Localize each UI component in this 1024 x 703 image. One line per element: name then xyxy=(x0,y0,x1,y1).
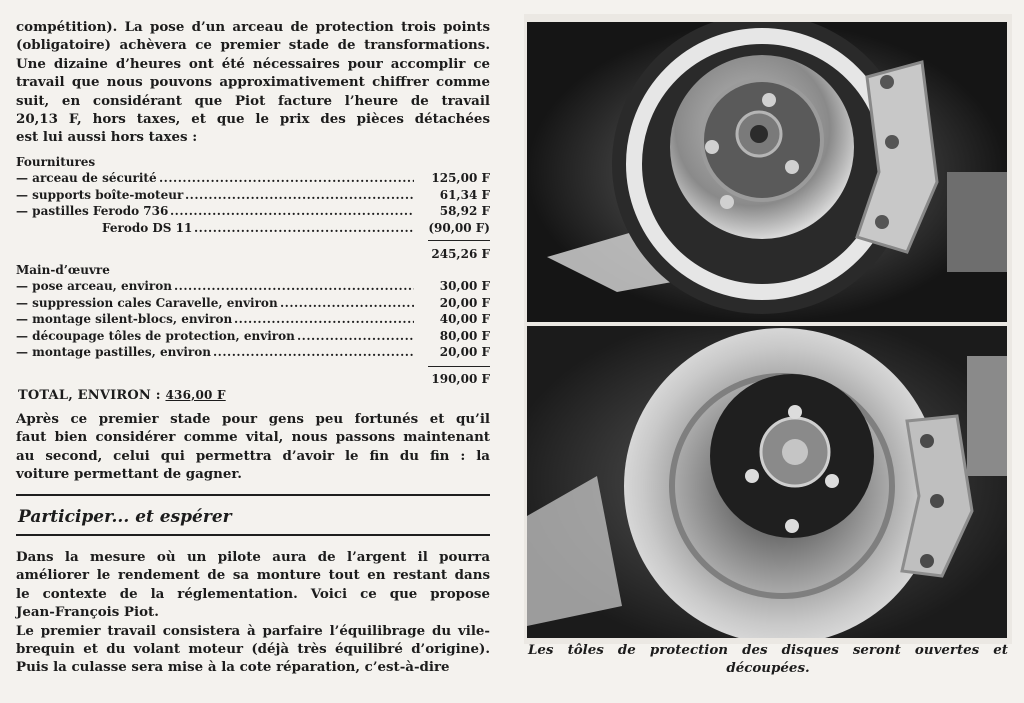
after-total-text-line: voiture permettant de gagner. xyxy=(16,466,242,483)
cost-row xyxy=(16,170,490,187)
section-title: Participer... et espérer xyxy=(18,507,232,527)
section-body-text-line: Dans la mesure où un pilote aura de l’argent il pourra xyxy=(16,549,490,565)
cost-row xyxy=(16,220,490,237)
main-oeuvre-sum-rule xyxy=(428,366,490,367)
cost-row xyxy=(16,203,490,220)
intro-text-line: est lui aussi hors taxes : xyxy=(16,129,198,146)
fournitures-list xyxy=(16,154,490,236)
leader-dots xyxy=(297,328,414,345)
section-body-text-line: Puis la culasse sera mise à la cote réparation, c’est-à-dire xyxy=(16,659,450,676)
cost-row-label: — arceau de sécurité xyxy=(16,171,157,185)
total-label: TOTAL, ENVIRON : xyxy=(18,388,161,403)
leader-dots xyxy=(170,203,414,220)
cost-row-label: — montage pastilles, environ xyxy=(16,345,211,359)
brake-disc-photo-top xyxy=(527,22,1007,322)
intro-text-line: travail que nous pouvons approximativement chiffrer comme xyxy=(16,74,490,91)
cost-row-label: — découpage tôles de protection, environ xyxy=(16,328,295,343)
leader-dots xyxy=(174,278,414,295)
photo-frame xyxy=(524,14,1012,644)
total-value: 436,00 F xyxy=(165,388,226,402)
cost-row xyxy=(16,187,490,204)
leader-dots xyxy=(213,344,414,361)
after-total-text-line: Après ce premier stade pour gens peu fortunés et qu’il xyxy=(16,411,490,427)
cost-row-amount: (90,00 F) xyxy=(428,220,490,235)
leader-dots xyxy=(234,311,414,328)
cost-row-amount: 61,34 F xyxy=(439,187,490,202)
section-body-text-line: Le premier travail consistera à parfaire l’équilibrage du vile- xyxy=(16,622,490,639)
fournitures-subtotal: 245,26 F xyxy=(431,247,490,261)
intro-text xyxy=(16,18,490,147)
leader-dots xyxy=(280,295,414,312)
cost-row-label: — supports boîte-moteur xyxy=(16,187,184,202)
fournitures-sum-rule xyxy=(428,240,490,241)
section-body-text-line: améliorer le rendement de sa monture tout en restant dans xyxy=(16,567,490,584)
intro-text-line: suit, en considérant que Piot facture l’heure de travail xyxy=(16,92,490,109)
cost-row-label: — suppression cales Caravelle, environ xyxy=(16,295,278,310)
cost-row-label: — montage silent-blocs, environ xyxy=(16,312,233,326)
section-rule-bottom xyxy=(16,534,490,536)
after-total-text-line: au second, celui qui permettra d’avoir le fin du fin : la xyxy=(16,447,490,464)
main-oeuvre-heading: Main-d’œuvre xyxy=(16,263,110,277)
intro-text-line: Une dizaine d’heures ont été nécessaires pour accomplir ce xyxy=(16,55,490,72)
cost-row-label: Ferodo DS 11 xyxy=(102,220,193,235)
cost-row xyxy=(16,344,490,361)
section-body-text-line: Jean-François Piot. xyxy=(16,604,159,621)
cost-row-amount: 125,00 F xyxy=(431,171,490,185)
intro-text-line: compétition). La pose d’un arceau de protection trois points xyxy=(16,19,490,35)
leader-dots xyxy=(194,220,414,237)
after-total-text xyxy=(16,410,490,484)
intro-paragraph xyxy=(16,18,490,147)
section-body-paragraph xyxy=(16,548,490,677)
cost-row-label: — pose arceau, environ xyxy=(16,279,172,293)
cost-row xyxy=(16,328,490,345)
leader-dots xyxy=(185,187,414,204)
cost-row-amount: 80,00 F xyxy=(439,328,490,343)
cost-row-amount: 20,00 F xyxy=(439,345,490,359)
total-line xyxy=(18,388,226,403)
after-total-text-line: faut bien considérer comme vital, nous passons maintenant xyxy=(16,429,490,446)
photo-caption xyxy=(528,641,1008,678)
caption-line-1: Les tôles de protection des disques seront ouvertes et xyxy=(528,642,1008,658)
cost-row-amount: 20,00 F xyxy=(439,295,490,310)
caption-line-2: découpées. xyxy=(726,660,810,677)
cost-row-amount: 58,92 F xyxy=(439,204,490,218)
intro-text-line: (obligatoire) achèvera ce premier stade de transformations. xyxy=(16,37,490,54)
intro-text-line: 20,13 F, hors taxes, et que le prix des pièces détachées xyxy=(16,111,490,128)
section-body-text-line: brequin et du volant moteur (déjà très équilibré d’origine). xyxy=(16,641,490,658)
leader-dots xyxy=(159,170,414,187)
brake-disc-photo-bottom xyxy=(527,326,1007,638)
main-oeuvre-subtotal: 190,00 F xyxy=(431,372,490,386)
section-body-text xyxy=(16,548,490,677)
cost-row xyxy=(16,311,490,328)
section-body-text-line: le contexte de la réglementation. Voici ce que propose xyxy=(16,585,490,602)
cost-row-label: — pastilles Ferodo 736 xyxy=(16,204,169,218)
after-total-paragraph xyxy=(16,410,490,484)
cost-row xyxy=(16,295,490,312)
section-rule-top xyxy=(16,494,490,496)
cost-row-amount: 30,00 F xyxy=(439,279,490,293)
cost-row-amount: 40,00 F xyxy=(439,312,490,326)
fournitures-heading: Fournitures xyxy=(16,155,96,169)
main-oeuvre-list xyxy=(16,262,490,361)
cost-row xyxy=(16,278,490,295)
